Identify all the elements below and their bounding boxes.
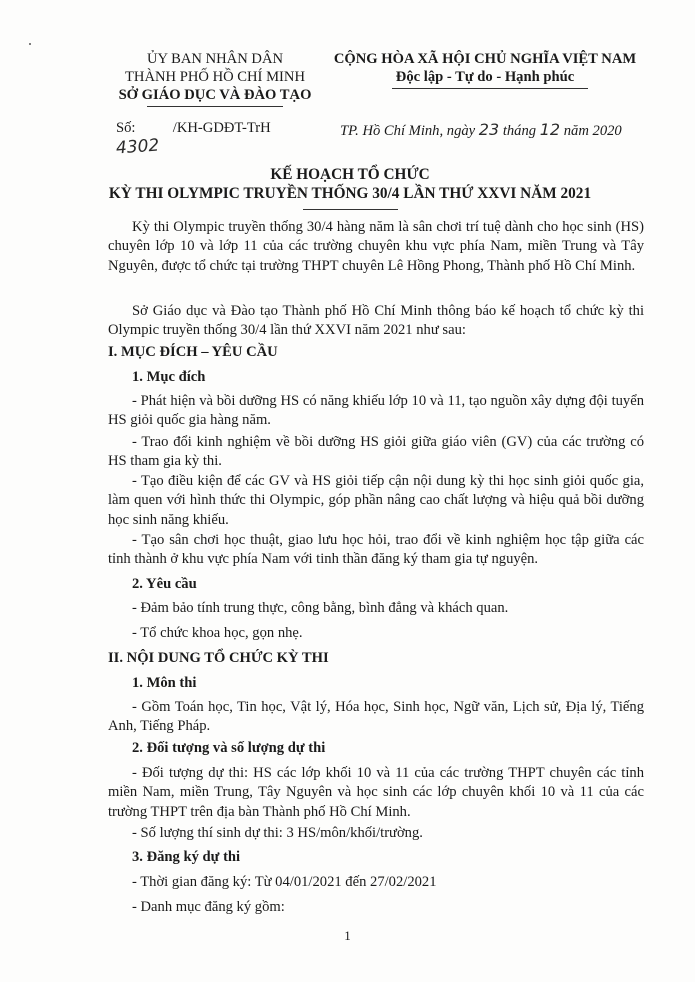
date-month-label: tháng [502,123,537,139]
section-2-sub-2-heading: 2. Đối tượng và số lượng dự thi [132,740,326,756]
intro-paragraph-2: Sở Giáo dục và Đào tạo Thành phố Hồ Chí Minh thông báo kế hoạch tổ chức kỳ thi Olympic truyền thống 30/4 lần thứ XXVI năm 2021 như sau: [108,303,644,339]
date-prefix: TP. Hồ Chí Minh, ngày [340,123,476,139]
date-month: 12 [539,120,561,139]
issuer-underline [147,106,283,107]
section-1-sub-1-heading: 1. Mục đích [132,369,206,385]
section-1-sub-2-heading: 2. Yêu cầu [132,576,197,592]
registration-item: - Thời gian đăng ký: Từ 04/01/2021 đến 27/02/2021 [132,874,437,890]
issuer-department: SỞ GIÁO DỤC VÀ ĐÀO TẠO [118,87,312,103]
purpose-item: - Tạo điều kiện để các GV và HS giỏi tiếp cận nội dung kỳ thi học sinh giỏi quốc gia, làm quen với hình thức thi Olympic, góp phần nâng cao chất lượng và hiệu quả bồi dưỡng học sinh năng khiếu. [108,473,644,528]
registration-item: - Danh mục đăng ký gồm: [132,899,285,915]
section-2-sub-3-heading: 3. Đăng ký dự thi [132,849,241,865]
scan-speck [29,43,31,45]
section-1-heading: I. MỤC ĐÍCH – YÊU CẦU [108,344,278,360]
date-line [340,120,622,140]
section-2-sub-1-heading: 1. Môn thi [132,675,197,691]
purpose-item: - Phát hiện và bồi dưỡng HS có năng khiếu lớp 10 và 11, tạo nguồn xây dựng đội tuyển HS giỏi quốc gia hàng năm. [108,393,644,429]
national-motto-block [320,50,650,86]
reference-code: /KH-GDĐT-TrH [172,120,271,136]
issuer-line-2: THÀNH PHỐ HỒ CHÍ MINH [125,69,305,85]
issuer-block [95,50,335,104]
reference-label: Số: [116,120,136,136]
requirement-item: - Tổ chức khoa học, gọn nhẹ. [132,625,303,641]
motto-underline [392,88,588,89]
section-2-heading: II. NỘI DUNG TỔ CHỨC KỲ THI [108,650,329,666]
page-number: 1 [344,928,351,943]
document-title: KẾ HOẠCH TỔ CHỨC [270,166,430,183]
title-underline [303,209,398,210]
subject-item: - Gồm Toán học, Tin học, Vật lý, Hóa học, Sinh học, Ngữ văn, Lịch sử, Địa lý, Tiếng Anh, Tiếng Pháp. [108,699,644,735]
handwritten-number: 4302 [115,135,160,159]
national-name: CỘNG HÒA XÃ HỘI CHỦ NGHĨA VIỆT NAM [333,51,637,67]
date-day: 23 [478,120,500,139]
purpose-item: - Tạo sân chơi học thuật, giao lưu học hỏi, trao đổi về kinh nghiệm học tập giữa các tỉnh thành ở khu vực phía Nam với tinh thần đăng ký tham gia tự nguyện. [108,532,644,568]
requirement-item: - Đảm bảo tính trung thực, công bằng, bình đẳng và khách quan. [132,600,509,616]
issuer-line-1: ỦY BAN NHÂN DÂN [146,51,284,67]
intro-paragraph-1: Kỳ thi Olympic truyền thống 30/4 hàng năm là sân chơi trí tuệ dành cho học sinh (HS) chuyên lớp 10 và lớp 11 của các trường chuyên khu vực phía Nam, miền Trung và Tây Nguyên, được tổ chức tại trường THPT chuyên Lê Hồng Phong, Thành phố Hồ Chí Minh. [108,219,644,274]
candidate-item: - Số lượng thí sinh dự thi: 3 HS/môn/khối/trường. [132,825,423,841]
national-motto: Độc lập - Tự do - Hạnh phúc [395,69,575,85]
date-year: năm 2020 [563,123,622,139]
reference-line [116,120,271,137]
purpose-item: - Trao đổi kinh nghiệm về bồi dưỡng HS giỏi giữa giáo viên (GV) của các trường có HS tham gia kỳ thi. [108,434,644,470]
candidate-item: - Đối tượng dự thi: HS các lớp khối 10 và 11 của các trường THPT chuyên các tỉnh miền Nam, miền Trung, Tây Nguyên và học sinh các lớp chuyên khối 10 và 11 của các trường THPT trên địa bàn Thành phố Hồ Chí Minh. [108,765,644,820]
document-subtitle: KỲ THI OLYMPIC TRUYỀN THỐNG 30/4 LẦN THỨ XXVI NĂM 2021 [108,185,592,202]
